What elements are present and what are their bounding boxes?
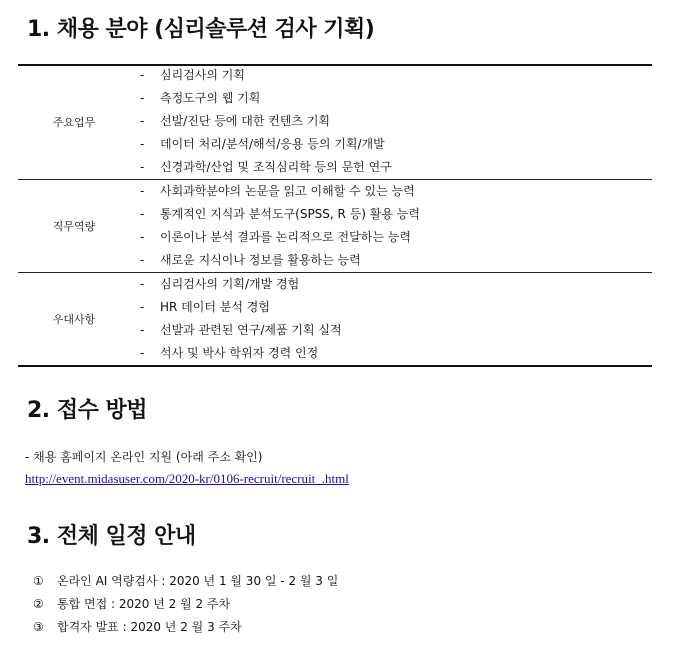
list-item: - 측정도구의 웹 기획 bbox=[140, 91, 261, 105]
row-label-preferred: 우대사항 bbox=[52, 313, 96, 326]
list-item: - 통계적인 지식과 분석도구(SPSS, R 등) 활용 능력 bbox=[140, 207, 420, 221]
schedule-item: ① 온라인 AI 역량검사 : 2020 년 1 월 30 일 - 2 월 3 일 bbox=[33, 570, 338, 593]
list-item: - 사회과학분야의 논문을 읽고 이해할 수 있는 능력 bbox=[140, 184, 415, 198]
list-item: - 심리검사의 기획/개발 경험 bbox=[140, 277, 300, 291]
competencies-list bbox=[140, 180, 652, 272]
list-item: - 데이터 처리/분석/해석/응용 등의 기획/개발 bbox=[140, 137, 385, 151]
step-number: ③ bbox=[33, 620, 44, 634]
table-row-competencies bbox=[18, 180, 652, 273]
section-title-schedule: 3. 전체 일정 안내 bbox=[27, 524, 196, 549]
list-item: - 선발과 관련된 연구/제품 기획 실적 bbox=[140, 323, 342, 337]
list-item: - 신경과학/산업 및 조직심리학 등의 문헌 연구 bbox=[140, 160, 392, 174]
step-number: ② bbox=[33, 597, 44, 611]
section-title-application: 2. 접수 방법 bbox=[27, 398, 147, 423]
list-item: - 심리검사의 기획 bbox=[140, 68, 245, 82]
table-row-main-duties bbox=[18, 64, 652, 180]
job-duties-table bbox=[18, 64, 652, 367]
schedule-item: ③ 합격자 발표 : 2020 년 2 월 3 주차 bbox=[33, 616, 338, 639]
main-duties-list bbox=[140, 64, 652, 179]
step-number: ① bbox=[33, 574, 44, 588]
schedule-list bbox=[33, 570, 338, 639]
preferred-list bbox=[140, 273, 652, 365]
row-label-competencies: 직무역량 bbox=[52, 220, 96, 233]
row-label-main-duties: 주요업무 bbox=[52, 115, 96, 129]
list-item: - 이론이나 분석 결과를 논리적으로 전달하는 능력 bbox=[140, 230, 411, 244]
recruit-page-link[interactable]: http://event.midasuser.com/2020-kr/0106-recruit/recruit_.html bbox=[25, 471, 349, 486]
application-instructions: - 채용 홈페이지 온라인 지원 (아래 주소 확인) bbox=[25, 450, 263, 464]
list-item: - 석사 및 박사 학위자 경력 인정 bbox=[140, 346, 319, 360]
list-item: - 새로운 지식이나 정보를 활용하는 능력 bbox=[140, 253, 361, 267]
section-title-recruit-field: 1. 채용 분야 (심리솔루션 검사 기획) bbox=[27, 17, 375, 42]
list-item: - 선발/진단 등에 대한 컨텐츠 기획 bbox=[140, 114, 330, 128]
table-row-preferred bbox=[18, 273, 652, 367]
schedule-item: ② 통합 면접 : 2020 년 2 월 2 주차 bbox=[33, 593, 338, 616]
list-item: - HR 데이터 분석 경험 bbox=[140, 300, 270, 314]
